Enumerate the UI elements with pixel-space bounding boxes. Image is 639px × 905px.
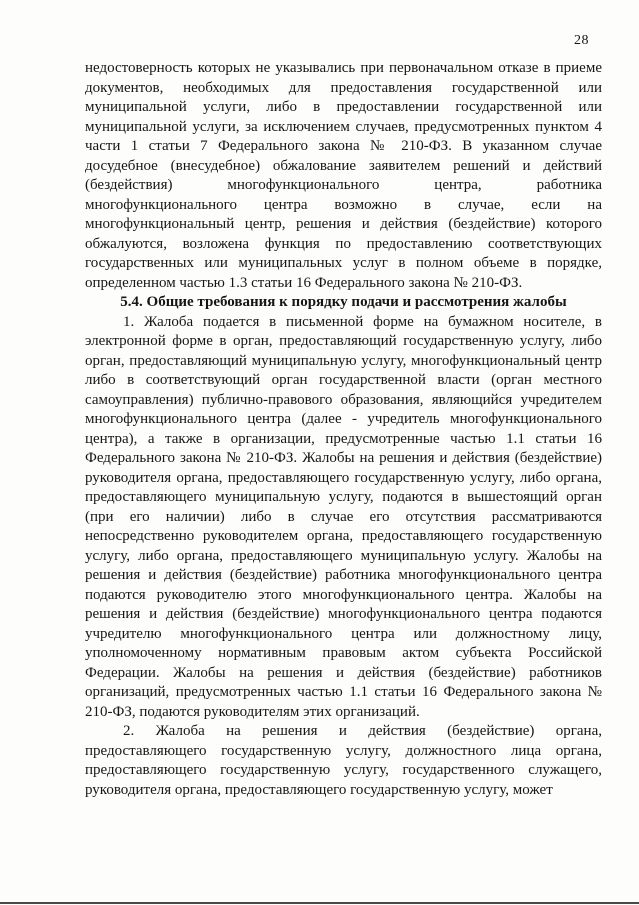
paragraph-2: 2. Жалоба на решения и действия (бездействие) органа, предоставляющего государственную услугу, должностного лица органа, предоставляющего государственную услугу, государственного служащего, руководителя органа, предоставляющего государственную услугу, может [85,723,602,798]
continuation-paragraph: недостоверность которых не указывались при первоначальном отказе в приеме документов, необходимых для предоставления государственной или муниципальной услуги, либо в предоставлении государственной или муниципальной услуги, за исключением случаев, предусмотренных пунктом 4 части 1 статьи 7 Федерального закона № 210-ФЗ. В указанном случае досудебное (внесудебное) обжалование заявителем решений и действий (бездействия) многофункционального центра, работника многофункционального центра возможно в случае, если на многофункциональный центр, решения и действия (бездействие) которого обжалуются, возложена функция по предоставлению соответствующих государственных или муниципальных услуг в полном объеме в порядке, определенном частью 1.3 статьи 16 Федерального закона № 210-ФЗ. [85,60,602,291]
body-text [85,59,602,800]
section-heading: 5.4. Общие требования к порядку подачи и рассмотрения жалобы [120,294,567,310]
page-number: 28 [574,33,589,48]
scan-edge-artifact [0,902,639,904]
paragraph-1: 1. Жалоба подается в письменной форме на бумажном носителе, в электронной форме в орган, предоставляющий государственную услугу, либо орган, предоставляющий муниципальную услугу, многофункциональный центр либо в соответствующий орган государственной власти (орган местного самоуправления) публично-правового образования, являющийся учредителем многофункционального центра (далее - учредитель многофункционального центра), а также в организации, предусмотренные частью 1.1 статьи 16 Федерального закона № 210-ФЗ. Жалобы на решения и действия (бездействие) руководителя органа, предоставляющего государственную услугу, либо органа, предоставляющего муниципальную услугу, подаются в вышестоящий орган (при его наличии) либо в случае его отсутствия рассматриваются непосредственно руководителем органа, предоставляющего государственную услугу, либо органа, предоставляющего муниципальную услугу. Жалобы на решения и действия (бездействие) работника многофункционального центра подаются руководителю этого многофункционального центра. Жалобы на решения и действия (бездействие) многофункционального центра подаются учредителю многофункционального центра или должностному лицу, уполномоченному нормативным правовым актом субъекта Российской Федерации. Жалобы на решения и действия (бездействие) работников организаций, предусмотренных частью 1.1 статьи 16 Федерального закона № 210-ФЗ, подаются руководителям этих организаций. [85,313,602,720]
